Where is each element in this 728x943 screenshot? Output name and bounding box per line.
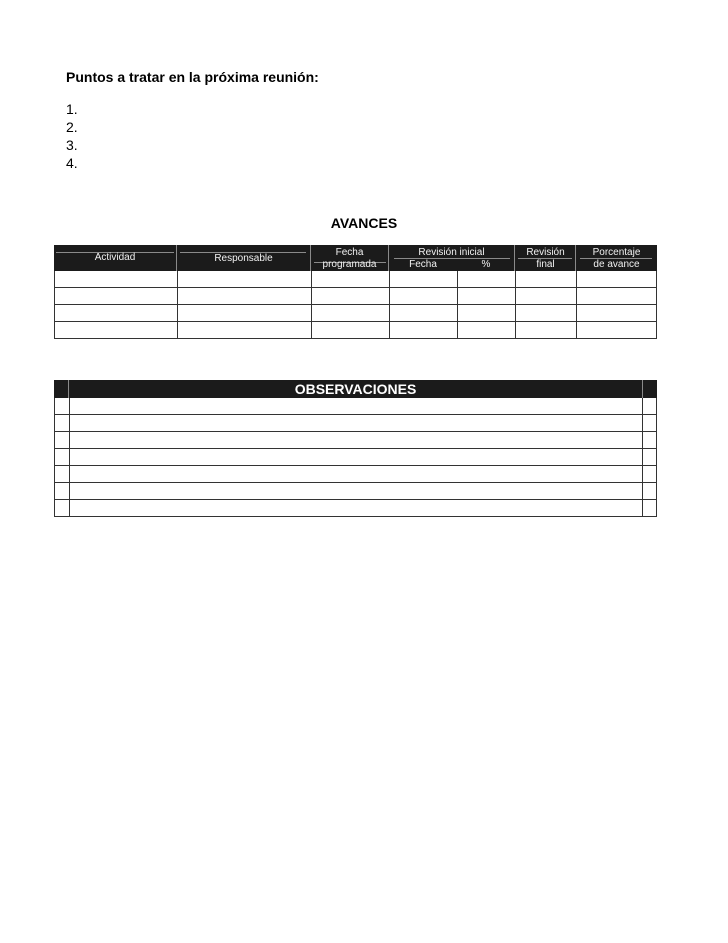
cell-divider: [457, 288, 458, 304]
observaciones-body: [54, 398, 657, 517]
cell-divider: [389, 271, 390, 287]
cell-divider: [642, 415, 643, 431]
table-row: [55, 322, 656, 339]
cell-divider: [642, 398, 643, 414]
cell-divider: [515, 288, 516, 304]
col-porcentaje-avance: Porcentaje de avance: [592, 247, 641, 270]
col-revision-inicial-pct: %: [481, 259, 491, 270]
cell-divider: [177, 271, 178, 287]
avances-title: AVANCES: [330, 215, 398, 231]
col-fecha-programada: Fecha programada: [322, 247, 377, 270]
cell-divider: [311, 322, 312, 338]
cell-divider: [311, 271, 312, 287]
cell-divider: [389, 305, 390, 321]
meeting-topics-heading: Puntos a tratar en la próxima reunión:: [66, 69, 319, 85]
table-row: [55, 305, 656, 322]
cell-divider: [642, 483, 643, 499]
cell-divider: [69, 466, 70, 482]
list-item: [55, 449, 656, 466]
table-row: [55, 271, 656, 288]
cell-divider: [515, 305, 516, 321]
list-item: [55, 466, 656, 483]
cell-divider: [69, 449, 70, 465]
cell-divider: [177, 288, 178, 304]
cell-divider: [69, 398, 70, 414]
col-responsable: Responsable: [214, 253, 273, 264]
avances-table-body: [54, 271, 657, 339]
avances-table: [54, 245, 657, 339]
cell-divider: [576, 288, 577, 304]
cell-divider: [457, 271, 458, 287]
list-item: [55, 483, 656, 500]
col-revision-inicial-fecha: Fecha: [409, 259, 437, 270]
avances-table-header: [54, 245, 657, 271]
observaciones-table: [54, 380, 657, 517]
cell-divider: [642, 432, 643, 448]
cell-divider: [515, 271, 516, 287]
cell-divider: [177, 305, 178, 321]
cell-divider: [457, 322, 458, 338]
cell-divider: [576, 322, 577, 338]
cell-divider: [642, 466, 643, 482]
table-row: [55, 288, 656, 305]
cell-divider: [69, 432, 70, 448]
cell-divider: [457, 305, 458, 321]
cell-divider: [389, 322, 390, 338]
meeting-topics-list: [66, 100, 78, 172]
cell-divider: [642, 500, 643, 516]
list-item: 4.: [66, 155, 78, 171]
cell-divider: [576, 271, 577, 287]
list-item: 3.: [66, 137, 78, 153]
cell-divider: [642, 449, 643, 465]
cell-divider: [69, 415, 70, 431]
cell-divider: [311, 288, 312, 304]
list-item: [55, 500, 656, 517]
cell-divider: [515, 322, 516, 338]
observaciones-title: OBSERVACIONES: [294, 381, 417, 397]
list-item: 2.: [66, 119, 78, 135]
cell-divider: [69, 483, 70, 499]
cell-divider: [389, 288, 390, 304]
observaciones-header: [54, 380, 657, 398]
list-item: 1.: [66, 101, 78, 117]
col-actividad: Actividad: [94, 252, 136, 263]
cell-divider: [576, 305, 577, 321]
col-revision-inicial: Revisión inicial: [418, 247, 485, 258]
list-item: [55, 432, 656, 449]
col-revision-final: Revisión final: [526, 247, 565, 270]
list-item: [55, 398, 656, 415]
cell-divider: [69, 500, 70, 516]
cell-divider: [177, 322, 178, 338]
list-item: [55, 415, 656, 432]
cell-divider: [311, 305, 312, 321]
